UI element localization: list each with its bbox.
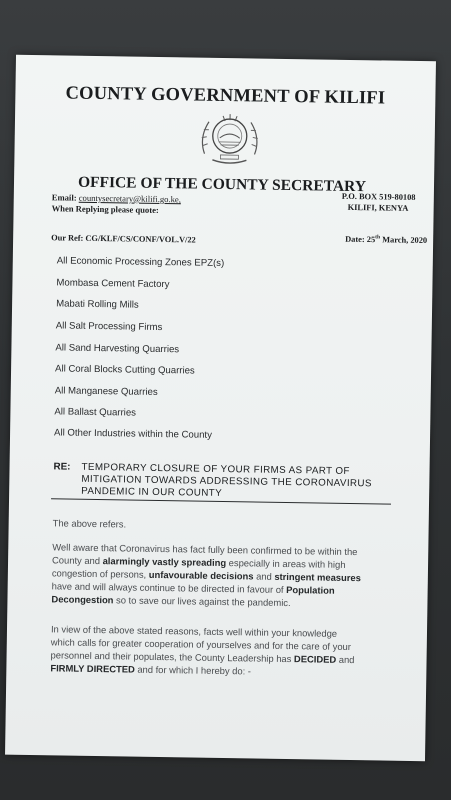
office-title: OFFICE OF THE COUNTY SECRETARY bbox=[77, 173, 367, 196]
subject-line: PANDEMIC IN OUR COUNTY bbox=[81, 485, 223, 499]
addressee: Mombasa Cement Factory bbox=[56, 277, 170, 291]
body-line: County and alarmingly vastly spreading especially in areas with high bbox=[52, 554, 346, 570]
body-line: congestion of persons, unfavourable decisions and stringent measures bbox=[51, 567, 361, 584]
addressee: All Coral Blocks Cutting Quarries bbox=[55, 363, 195, 377]
body-line: Decongestion so to save our lives against the pandemic. bbox=[51, 593, 291, 609]
email-label: Email: bbox=[51, 192, 77, 203]
addressee: Mabati Rolling Mills bbox=[56, 298, 139, 311]
body-line: In view of the above stated reasons, facts well within your knowledge bbox=[50, 623, 338, 639]
our-reference: Our Ref: CG/KLF/CS/CONF/VOL.V/22 bbox=[51, 233, 196, 245]
body-line: FIRMLY DIRECTED and for which I hereby do: - bbox=[50, 662, 252, 677]
body-line: Well aware that Coronavirus has fact fully been confirmed to be within the bbox=[52, 541, 358, 558]
letterhead-title: COUNTY GOVERNMENT OF KILIFI bbox=[65, 83, 386, 109]
reply-note: When Replying please quote: bbox=[51, 203, 159, 215]
subject-divider bbox=[51, 498, 391, 504]
email-link[interactable]: countysecretary@kilifi.go.ke, bbox=[78, 192, 182, 205]
addressee: All Economic Processing Zones EPZ(s) bbox=[56, 255, 225, 269]
city: KILIFI, KENYA bbox=[347, 202, 409, 213]
po-box: P.O. BOX 519-80108 bbox=[341, 191, 416, 202]
addressee: All Sand Harvesting Quarries bbox=[55, 342, 180, 356]
subject-line: TEMPORARY CLOSURE OF YOUR FIRMS AS PART OF bbox=[81, 461, 350, 477]
addressee: All Manganese Quarries bbox=[54, 385, 158, 398]
body-line: personnel and their populates, the County Leadership has DECIDED and bbox=[50, 649, 355, 666]
letter-date: Date: 25th March, 2020 bbox=[345, 234, 428, 245]
email-line bbox=[52, 192, 181, 204]
body-line: which calls for greater cooperation of yourselves and for the care of your bbox=[50, 636, 352, 653]
county-seal-icon bbox=[194, 108, 265, 171]
addressee: All Ballast Quarries bbox=[54, 406, 137, 419]
body-paragraph-1: The above refers. bbox=[52, 517, 127, 530]
subject-label: RE: bbox=[53, 461, 71, 473]
body-line: have and will always continue to be directed in favour of Population bbox=[51, 580, 335, 596]
subject-line: MITIGATION TOWARDS ADDRESSING THE CORONAVIRUS bbox=[81, 473, 372, 490]
addressee: All Salt Processing Firms bbox=[55, 320, 163, 334]
addressee: All Other Industries within the County bbox=[54, 427, 213, 441]
letter-page bbox=[5, 55, 436, 762]
